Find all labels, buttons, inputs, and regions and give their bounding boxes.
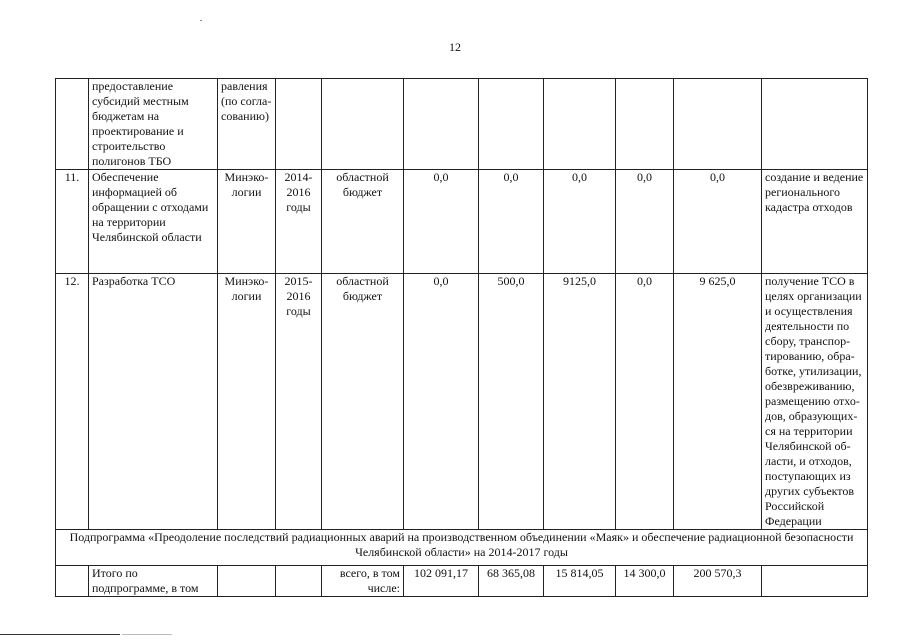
executor: Минэко-логии [218,170,276,274]
value-2015 [479,79,544,170]
subprogram-row [56,530,868,566]
funding-source: областной бюджет [322,274,404,530]
measure-name: Разработка ТСО [89,274,218,530]
value-2015: 500,0 [479,274,544,530]
value-2017: 0,0 [616,170,674,274]
program-table [55,78,868,597]
scan-artifact-dot [200,20,202,21]
value-2015: 0,0 [479,170,544,274]
expected-result [762,79,868,170]
funding-source: областной бюджет [322,170,404,274]
value-2017 [616,79,674,170]
measure-name: Обеспечение информацией об обращении с отходами на территории Челябинской области [89,170,218,274]
table-row [56,79,868,170]
term: 2015-2016 годы [276,274,322,530]
value-2017: 14 300,0 [616,566,674,597]
row-number [56,79,89,170]
table-row [56,170,868,274]
value-total: 0,0 [674,170,762,274]
value-2014 [404,79,479,170]
measure-name: предоставление субсидий местным бюджетам на проектирование и строительство полигонов ТБО [89,79,218,170]
value-2016: 9125,0 [544,274,616,530]
funding-source [322,79,404,170]
value-total: 200 570,3 [674,566,762,597]
subprogram-title: Подпрограмма «Преодоление последствий радиационных аварий на производственном объединении «Маяк» и обеспечение радиационной безопасности Челябинской области» на 2014-2017 годы [56,530,868,566]
page-number: 12 [449,40,461,54]
expected-result [762,566,868,597]
footnote-rule [0,634,120,635]
value-2016 [544,79,616,170]
expected-result: создание и ведение регионального кадастра отходов [762,170,868,274]
term [276,79,322,170]
total-row [56,566,868,597]
value-2015: 68 365,08 [479,566,544,597]
value-total: 9 625,0 [674,274,762,530]
total-label: Итого по подпрограмме, в том [89,566,218,597]
value-2016: 15 814,05 [544,566,616,597]
expected-result: получение ТСО в целях организации и осуществления деятельности по сбору, транспор-тированию, обра-ботке, утилизации, обезвреживанию, размещению отхо-дов, образующих-ся на территории Челябинской об-ласти, и отходов, поступающих из других субъектов Российской Федерации [762,274,868,530]
value-2014: 0,0 [404,170,479,274]
term: 2014-2016 годы [276,170,322,274]
value-2014: 102 091,17 [404,566,479,597]
table-row [56,274,868,530]
funding-source: всего, в том числе: [322,566,404,597]
value-2017: 0,0 [616,274,674,530]
value-total [674,79,762,170]
executor [218,566,276,597]
row-number: 12. [56,274,89,530]
row-number [56,566,89,597]
row-number: 11. [56,170,89,274]
scan-artifact-line [122,634,172,635]
executor: Минэко-логии [218,274,276,530]
value-2016: 0,0 [544,170,616,274]
executor: равления (по согла-сованию) [218,79,276,170]
term [276,566,322,597]
value-2014: 0,0 [404,274,479,530]
